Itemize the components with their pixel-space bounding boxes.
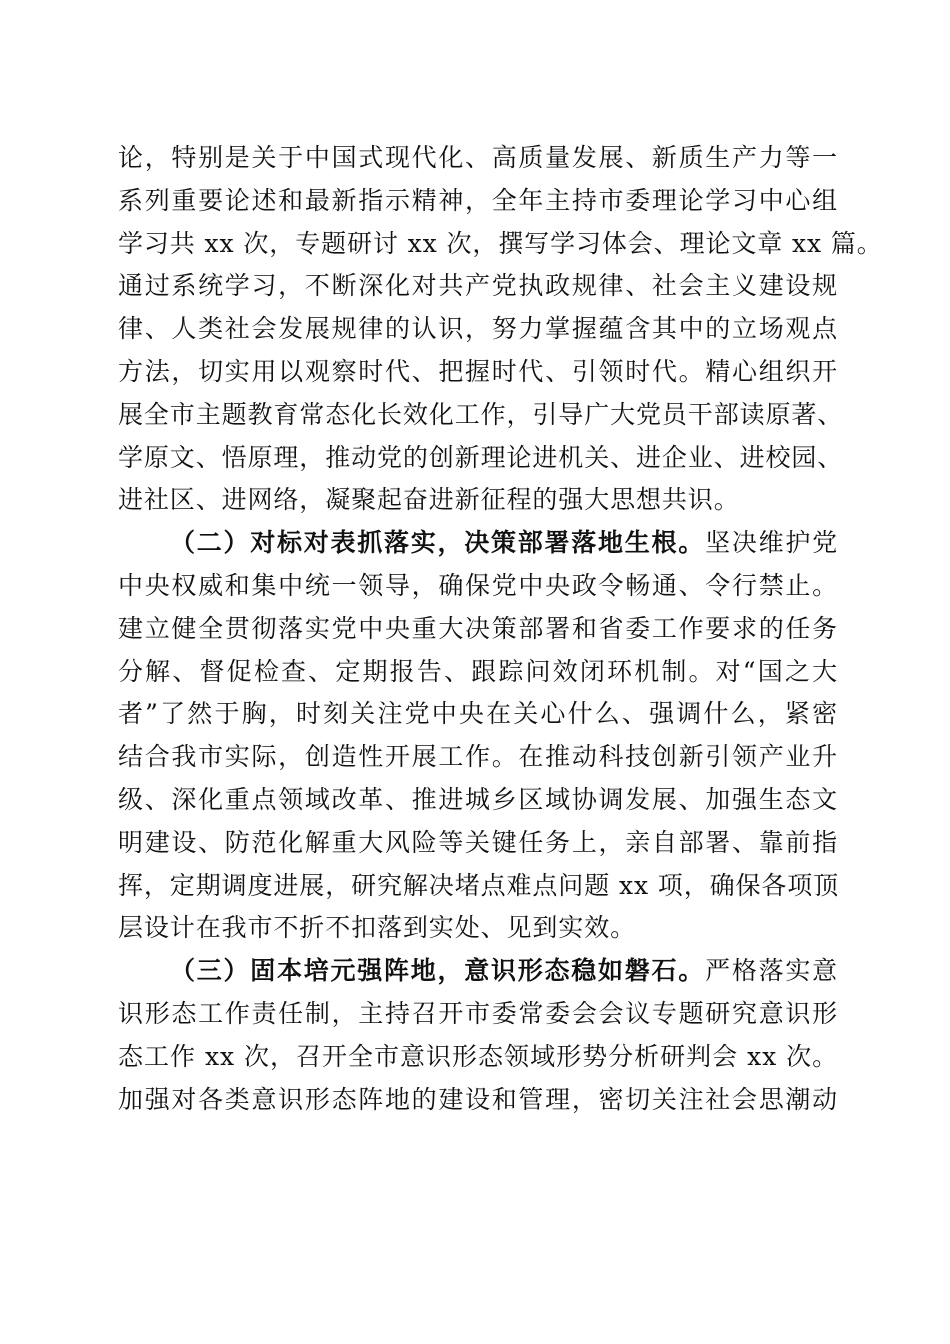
paragraph-first-line	[118, 522, 838, 565]
text-line: 结合我市实际，创造性开展工作。在推动科技创新引领产业升	[118, 742, 838, 772]
text-line: 系列重要论述和最新指示精神，全年主持市委理论学习中心组	[118, 185, 838, 215]
paragraph-first-line	[118, 950, 838, 993]
text-line: 态工作 xx 次，召开全市意识形态领域形势分析研判会 xx 次。	[118, 1041, 838, 1071]
paragraph-theory-study	[118, 137, 883, 522]
text-line: 分解、督促检查、定期报告、跟踪问效闭环机制。对“国之大	[118, 656, 838, 686]
text-line: 识形态工作责任制，主持召开市委常委会会议专题研究意识形	[118, 998, 838, 1028]
text-line: 建立健全贯彻落实党中央重大决策部署和省委工作要求的任务	[118, 613, 838, 643]
text-line: 论，特别是关于中国式现代化、高质量发展、新质生产力等一	[118, 143, 838, 172]
text-line: 层设计在我市不折不扣落到实处、见到实效。	[118, 913, 637, 943]
text-line: 明建设、防范化解重大风险等关键任务上，亲自部署、靠前指	[118, 827, 838, 857]
text-line: 挥，定期调度进展，研究解决堵点难点问题 xx 项，确保各项顶	[118, 870, 840, 900]
text-line: 方法，切实用以观察时代、把握时代、引领时代。精心组织开	[118, 356, 838, 386]
text-line: 中央权威和集中统一领导，确保党中央政令畅通、令行禁止。	[118, 570, 838, 600]
text-line: 者”了然于胸，时刻关注党中央在关心什么、强调什么，紧密	[118, 699, 838, 729]
text-fragment: 坚决维护党	[705, 528, 838, 558]
text-line: 级、深化重点领域改革、推进城乡区域协调发展、加强生态文	[118, 784, 838, 814]
text-line: 展全市主题教育常态化长效化工作，引导广大党员干部读原著、	[118, 399, 844, 429]
document-body	[118, 137, 883, 1121]
text-line: 学原文、悟原理，推动党的创新理论进机关、进企业、进校园、	[118, 442, 844, 472]
text-line: 通过系统学习，不断深化对共产党执政规律、社会主义建设规	[118, 271, 838, 301]
section-heading: （三）固本培元强阵地，意识形态稳如磐石。	[170, 956, 706, 986]
text-fragment: 严格落实意	[705, 956, 838, 986]
text-line: 律、人类社会发展规律的认识，努力掌握蕴含其中的立场观点	[118, 314, 838, 344]
text-line: 进社区、进网络，凝聚起奋进新征程的强大思想共识。	[118, 485, 740, 515]
text-line: 加强对各类意识形态阵地的建设和管理，密切关注社会思潮动	[118, 1084, 838, 1114]
text-line: 学习共 xx 次，专题研讨 xx 次，撰写学习体会、理论文章 xx 篇。	[118, 228, 883, 258]
paragraph-decision-implementation	[118, 522, 838, 950]
paragraph-ideology-work	[118, 950, 838, 1121]
section-heading: （二）对标对表抓落实，决策部署落地生根。	[170, 528, 706, 558]
